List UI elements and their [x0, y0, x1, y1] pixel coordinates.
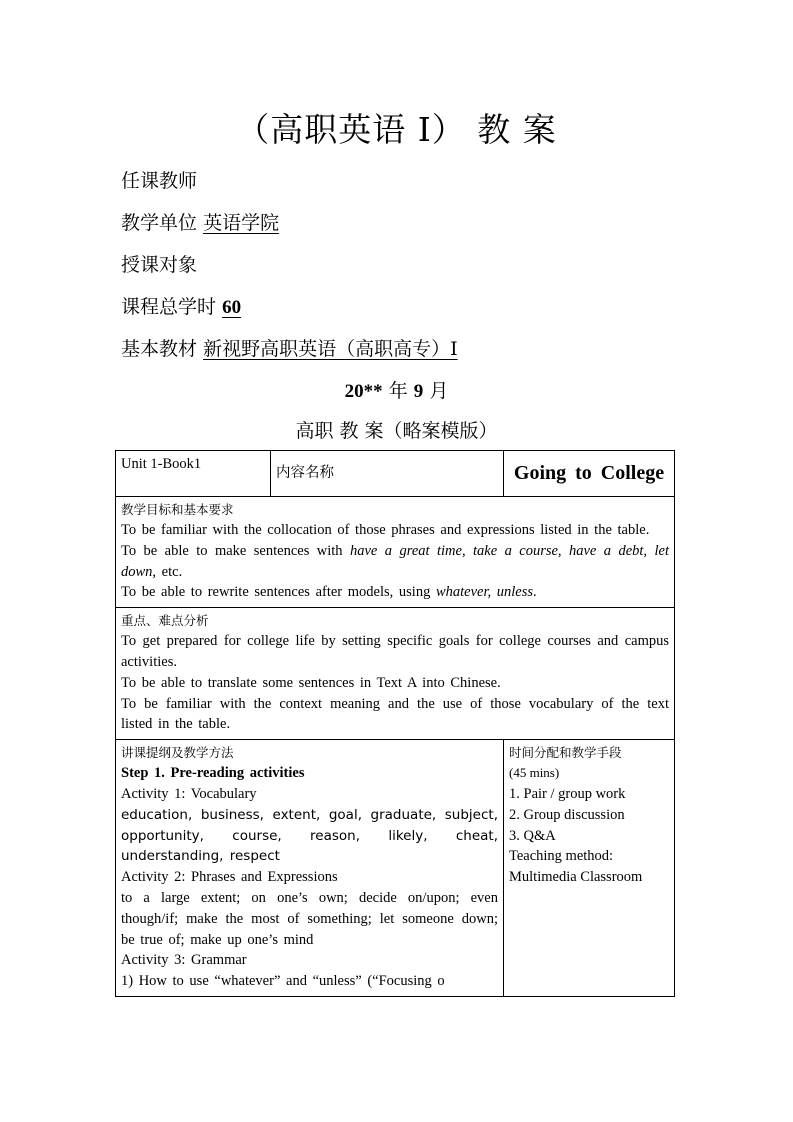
unit-cell: Unit 1-Book1 — [116, 451, 271, 497]
objective-2-phrases: have a great time, take a course, have a debt, let down — [121, 542, 669, 580]
objective-3-words: whatever, unless — [435, 584, 533, 601]
meta-audience-label: 授课对象 — [121, 254, 198, 276]
activity-2-heading: Activity 2: Phrases and Expressions — [121, 869, 338, 886]
activity-1-heading: Activity 1: Vocabulary — [121, 785, 257, 802]
date-month-unit: 月 — [429, 380, 449, 402]
objective-2 — [121, 541, 669, 583]
date-year-unit: 年 — [388, 380, 408, 402]
meta-unit-value: 英语学院 — [203, 212, 280, 234]
meta-hours-label: 课程总学时 — [121, 296, 217, 318]
objectives-cell — [116, 497, 675, 608]
objectives-label: 教学目标和基本要求 — [121, 502, 234, 517]
meta-textbook — [121, 334, 458, 361]
activity-3-heading: Activity 3: Grammar — [121, 952, 247, 969]
step-1-heading: Step 1. Pre-reading activities — [121, 765, 305, 782]
document-title: （高职英语 I） 教 案 — [236, 110, 557, 149]
meta-unit-label: 教学单位 — [121, 212, 198, 234]
key-point-1: To get prepared for college life by setting specific goals for college courses and campus activities. — [121, 633, 669, 670]
meta-teacher-label: 任课教师 — [121, 170, 198, 192]
meta-textbook-label: 基本教材 — [121, 338, 198, 360]
objective-2-post: , etc. — [152, 563, 183, 580]
method-item-3: 3. Q&A — [509, 827, 556, 844]
date-year: 20** — [344, 381, 383, 402]
header-row — [116, 451, 675, 497]
grammar-item-1: 1) How to use “whatever” and “unless” (“Focusing o — [121, 973, 445, 990]
objective-3 — [121, 582, 669, 603]
key-point-2: To be able to translate some sentences in Text A into Chinese. — [121, 674, 501, 691]
key-points-label: 重点、难点分析 — [121, 613, 209, 629]
meta-audience — [121, 250, 197, 277]
objective-3-post: . — [533, 584, 537, 601]
time-label: 时间分配和教学手段 — [509, 745, 622, 761]
objective-2-pre: To be able to make sentences with — [121, 542, 350, 559]
phrases-list: to a large extent; on one’s own; decide on/upon; even though/if; make the most of something; let someone down; be true of; make up one’s mind — [121, 889, 498, 948]
date-month: 9 — [413, 381, 424, 402]
meta-textbook-value: 新视野高职英语（高职高专）I — [203, 338, 458, 360]
outline-label: 讲课提纲及教学方法 — [121, 745, 234, 761]
method-item-2: 2. Group discussion — [509, 806, 625, 823]
meta-unit — [121, 208, 279, 235]
meta-teacher — [121, 166, 197, 193]
content-label-cell: 内容名称 — [271, 451, 504, 497]
objective-1: To be familiar with the collocation of those phrases and expressions listed in the table. — [121, 522, 650, 538]
key-point-3: To be familiar with the context meaning and the use of those vocabulary of the text listed in the table. — [121, 695, 669, 733]
time-cell — [504, 740, 675, 997]
lesson-plan-table — [115, 450, 675, 997]
vocabulary-list: education, business, extent, goal, graduate, subject, opportunity, course, reason, likely, cheat, understanding, respect — [121, 806, 498, 865]
meta-hours — [121, 292, 241, 319]
document-subtitle: 高职 教 案（略案模版） — [295, 420, 498, 442]
outline-cell — [116, 740, 504, 997]
key-points-row — [116, 608, 675, 740]
meta-hours-value: 60 — [222, 297, 242, 318]
teaching-method: Teaching method: Multimedia Classroom — [509, 848, 643, 886]
time-duration: (45 mins) — [509, 765, 560, 781]
content-title-cell: Going to College — [504, 451, 675, 497]
objectives-row — [116, 497, 675, 608]
method-item-1: 1. Pair / group work — [509, 785, 626, 802]
document-date — [0, 376, 793, 403]
key-points-cell — [116, 608, 675, 740]
objective-3-pre: To be able to rewrite sentences after models, using — [121, 584, 436, 601]
outline-row — [116, 740, 675, 997]
